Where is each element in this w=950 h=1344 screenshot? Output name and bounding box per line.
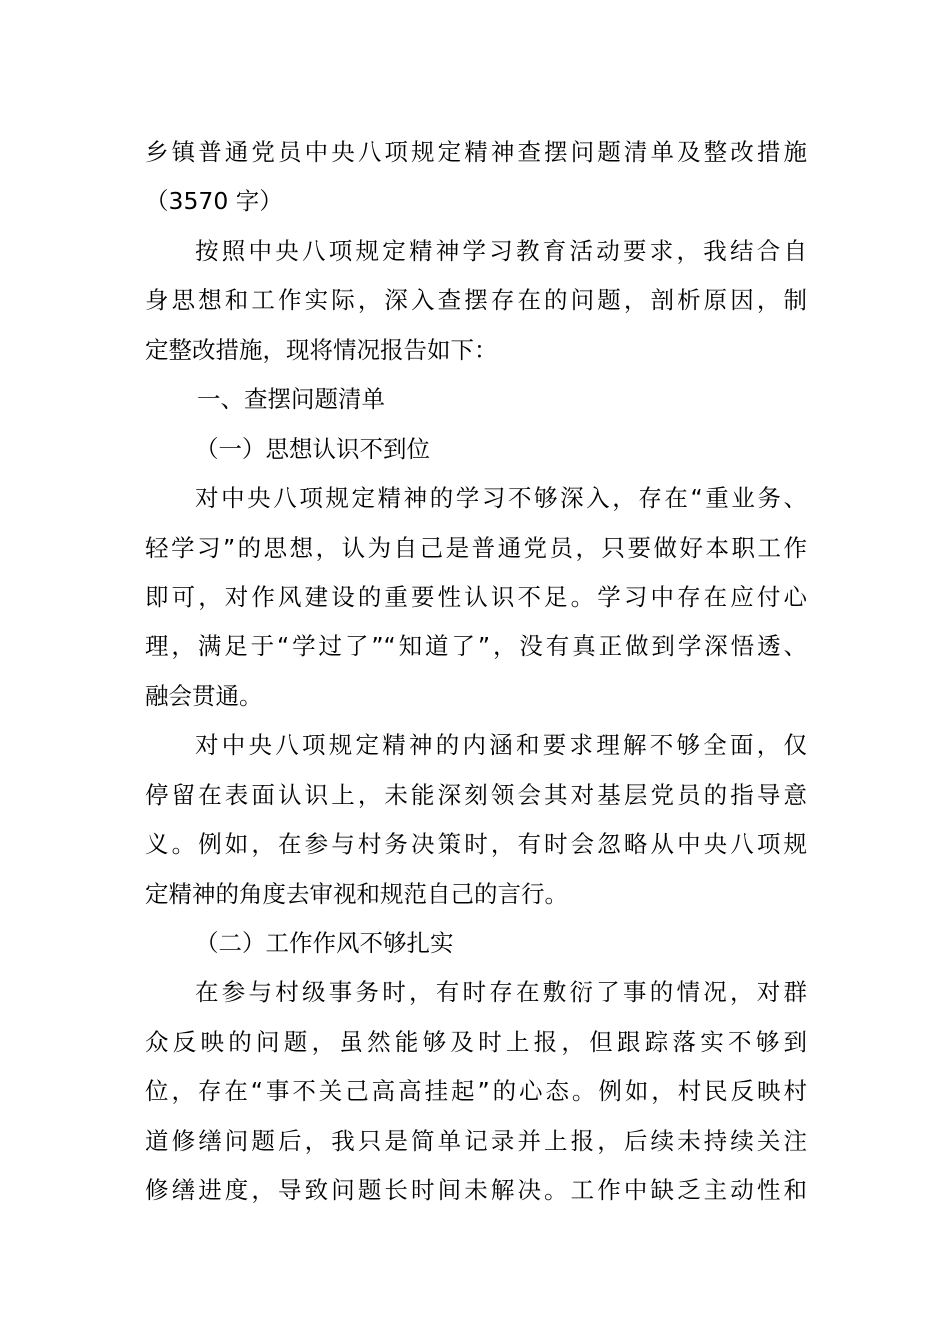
subsection-heading-2: （二）工作作风不够扎实 xyxy=(195,929,454,957)
document-title-line-1: 乡镇普通党员中央八项规定精神查摆问题清单及整改措施 xyxy=(145,138,807,166)
paragraph-line: 融会贯通。 xyxy=(145,681,263,710)
paragraph-line: 理，满足于“学过了”“知道了”，没有真正做到学深悟透、 xyxy=(145,632,807,661)
intro-line-2: 身思想和工作实际，深入查摆存在的问题，剖析原因，制 xyxy=(145,286,807,315)
paragraph-line: 即可，对作风建设的重要性认识不足。学习中存在应付心 xyxy=(145,582,807,611)
intro-line-3: 定整改措施，现将情况报告如下： xyxy=(145,335,498,364)
paragraph-line: 停留在表面认识上，未能深刻领会其对基层党员的指导意 xyxy=(145,780,807,809)
section-heading-1: 一、查摆问题清单 xyxy=(197,385,385,414)
document-title-line-2: （3570 字） xyxy=(145,187,283,216)
paragraph-line: 位，存在“事不关己高高挂起”的心态。例如，村民反映村 xyxy=(145,1077,807,1106)
intro-line-1: 按照中央八项规定精神学习教育活动要求，我结合自 xyxy=(195,236,807,265)
paragraph-line: 众反映的问题，虽然能够及时上报，但跟踪落实不够到 xyxy=(145,1027,807,1056)
paragraph-line: 修缮进度，导致问题长时间未解决。工作中缺乏主动性和 xyxy=(145,1176,807,1205)
document-body xyxy=(145,128,807,1216)
subsection-heading-1: （一）思想认识不到位 xyxy=(195,434,430,463)
paragraph-line: 轻学习”的思想，认为自己是普通党员，只要做好本职工作 xyxy=(145,533,807,562)
paragraph-line: 义。例如，在参与村务决策时，有时会忽略从中央八项规 xyxy=(145,830,807,859)
paragraph-line: 在参与村级事务时，有时存在敷衍了事的情况，对群 xyxy=(195,978,807,1007)
paragraph-line: 对中央八项规定精神的学习不够深入，存在“重业务、 xyxy=(195,484,807,513)
paragraph-line: 定精神的角度去审视和规范自己的言行。 xyxy=(145,879,568,908)
paragraph-line: 道修缮问题后，我只是简单记录并上报，后续未持续关注 xyxy=(145,1126,807,1155)
paragraph-line: 对中央八项规定精神的内涵和要求理解不够全面，仅 xyxy=(195,731,807,760)
